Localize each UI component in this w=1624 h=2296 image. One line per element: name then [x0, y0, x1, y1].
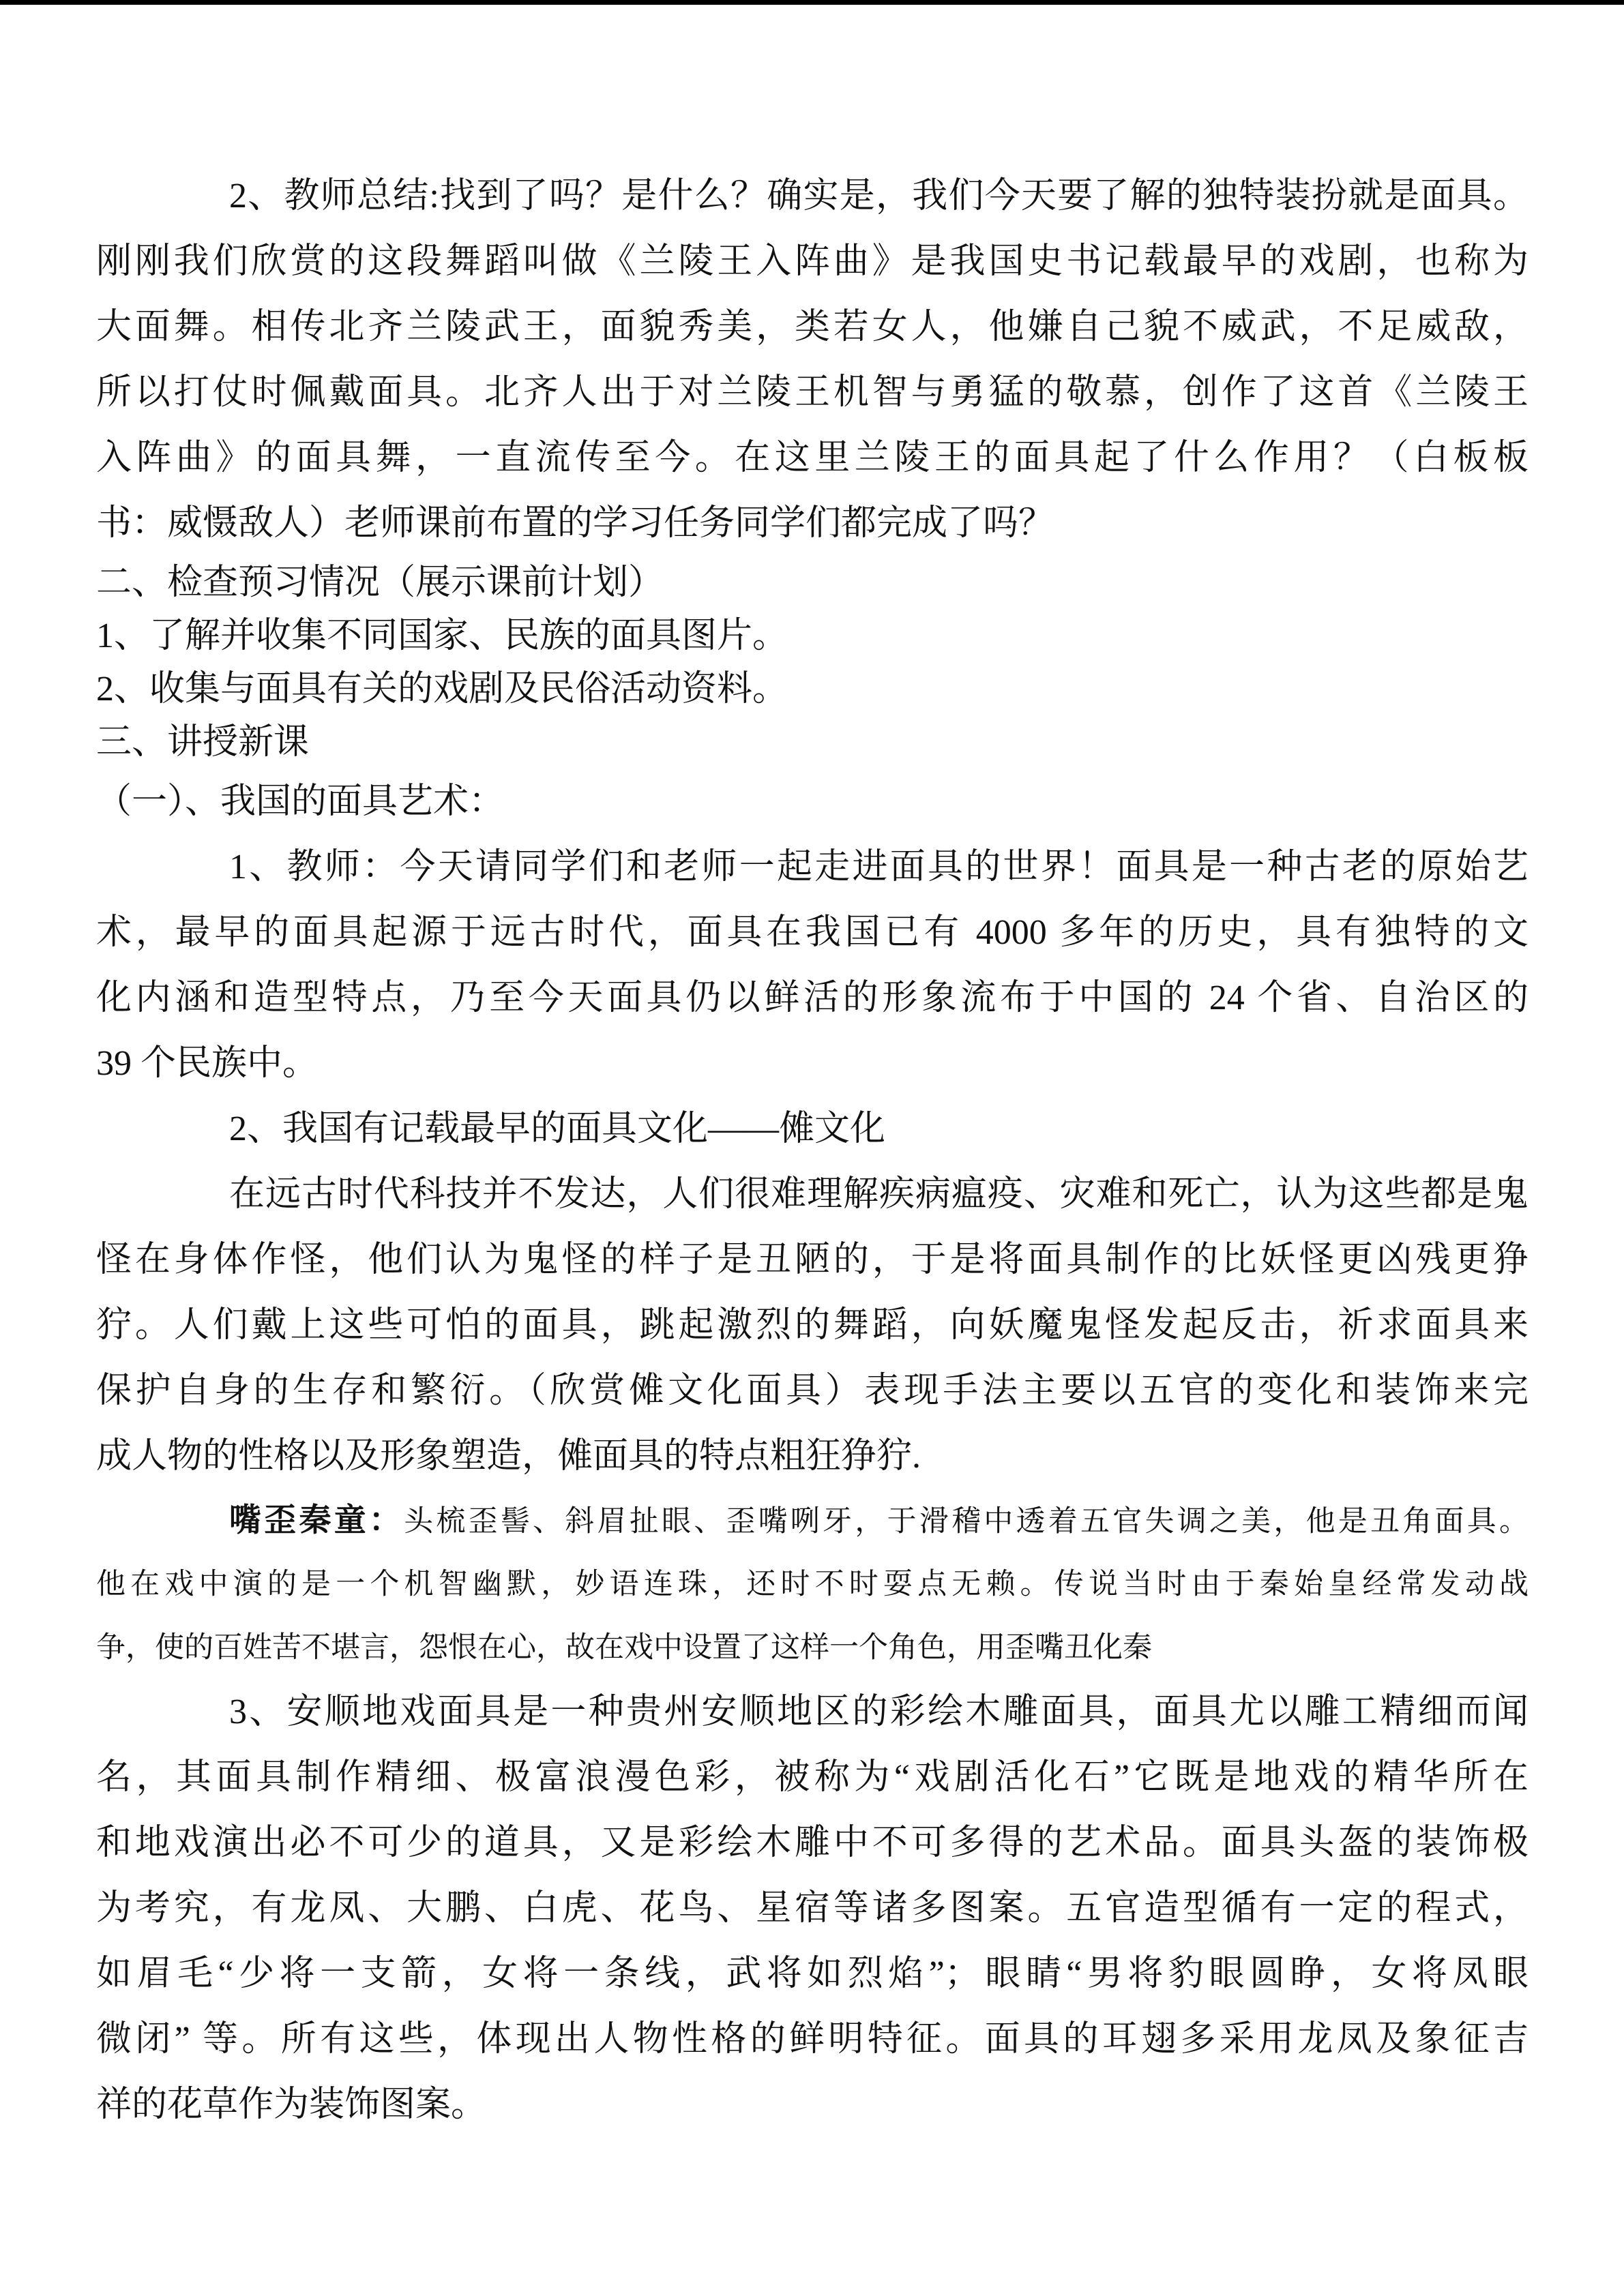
- sub-heading: 2、我国有记载最早的面具文化——傩文化: [229, 1109, 886, 1148]
- term-label: 嘴歪秦童：: [229, 1503, 404, 1538]
- text-line: 名，其面具制作精细、极富浪漫色彩，被称为“戏剧活化石”它既是地戏的精华所在: [96, 1758, 1529, 1797]
- text-line: 大面舞。相传北齐兰陵武王，面貌秀美，类若女人，他嫌自己貌不威武，不足威敌，: [96, 308, 1529, 346]
- text-line: 如眉毛“少将一支箭，女将一条线，武将如烈焰”；眼睛“男将豹眼圆睁，女将凤眼: [96, 1954, 1529, 1993]
- section-heading: 二、检查预习情况（展示课前计划）: [96, 563, 664, 602]
- text-line: 在远古时代科技并不发达，人们很难理解疾病瘟疫、灾难和死亡，认为这些都是鬼: [229, 1175, 1529, 1214]
- text-line: 术，最早的面具起源于远古时代，面具在我国已有 4000 多年的历史，具有独特的文: [96, 913, 1529, 952]
- text-line: 争，使的百姓苦不堪言，怨恨在心，故在戏中设置了这样一个角色，用歪嘴丑化秦: [96, 1632, 1152, 1664]
- text-line: 和地戏演出必不可少的道具，又是彩绘木雕中不可多得的艺术品。面具头盔的装饰极: [96, 1823, 1529, 1862]
- text-line: 3、安顺地戏面具是一种贵州安顺地区的彩绘木雕面具，面具尤以雕工精细而闻: [229, 1693, 1529, 1731]
- term-description: 头梳歪髻、斜眉扯眼、歪嘴咧牙，于滑稽中透着五官失调之美，他是丑角面具。: [404, 1506, 1529, 1538]
- text-line: 书：威慑敌人）老师课前布置的学习任务同学们都完成了吗？: [96, 504, 1054, 543]
- text-line: 他在戏中演的是一个机智幽默，妙语连珠，还时不时耍点无赖。传说当时由于秦始皇经常发动战: [96, 1568, 1529, 1600]
- text-line: 怪在身体作怪，他们认为鬼怪的样子是丑陋的，于是将面具制作的比妖怪更凶残更狰: [96, 1240, 1529, 1279]
- text-line: 所以打仗时佩戴面具。北齐人出于对兰陵王机智与勇猛的敬慕，创作了这首《兰陵王: [96, 373, 1529, 412]
- text-line: [96, 1489, 1529, 1553]
- text-line: 39 个民族中。: [96, 1044, 319, 1083]
- list-item: 2、收集与面具有关的戏剧及民俗活动资料。: [96, 670, 788, 709]
- text-line: 刚刚我们欣赏的这段舞蹈叫做《兰陵王入阵曲》是我国史书记载最早的戏剧，也称为: [96, 242, 1529, 281]
- text-line: 祥的花草作为装饰图案。: [96, 2085, 487, 2124]
- section-heading: 三、讲授新课: [96, 723, 310, 762]
- text-line: 成人物的性格以及形象塑造，傩面具的特点粗狂狰狞.: [96, 1437, 921, 1476]
- text-line: 微闭” 等。所有这些，体现出人物性格的鲜明特征。面具的耳翅多采用龙凤及象征吉: [96, 2020, 1529, 2059]
- text-line: 2、教师总结:找到了吗？是什么？确实是，我们今天要了解的独特装扮就是面具。: [229, 177, 1529, 215]
- text-line: 为考究，有龙凤、大鹏、白虎、花鸟、星宿等诸多图案。五官造型循有一定的程式，: [96, 1889, 1529, 1928]
- text-line: 狞。人们戴上这些可怕的面具，跳起激烈的舞蹈，向妖魔鬼怪发起反击，祈求面具来: [96, 1306, 1529, 1345]
- sub-heading: （一）、我国的面具艺术：: [96, 782, 505, 821]
- text-line: 入阵曲》的面具舞，一直流传至今。在这里兰陵王的面具起了什么作用？（白板板: [96, 438, 1529, 477]
- text-line: 1、教师：今天请同学们和老师一起走进面具的世界！面具是一种古老的原始艺: [229, 848, 1529, 886]
- page-top-border: [0, 0, 1624, 5]
- text-line: 保护自身的生存和繁衍。（欣赏傩文化面具）表现手法主要以五官的变化和装饰来完: [96, 1371, 1529, 1410]
- document-body: [96, 5, 1529, 2138]
- list-item: 1、了解并收集不同国家、民族的面具图片。: [96, 616, 788, 655]
- text-line: 化内涵和造型特点，乃至今天面具仍以鲜活的形象流布于中国的 24 个省、自治区的: [96, 979, 1529, 1017]
